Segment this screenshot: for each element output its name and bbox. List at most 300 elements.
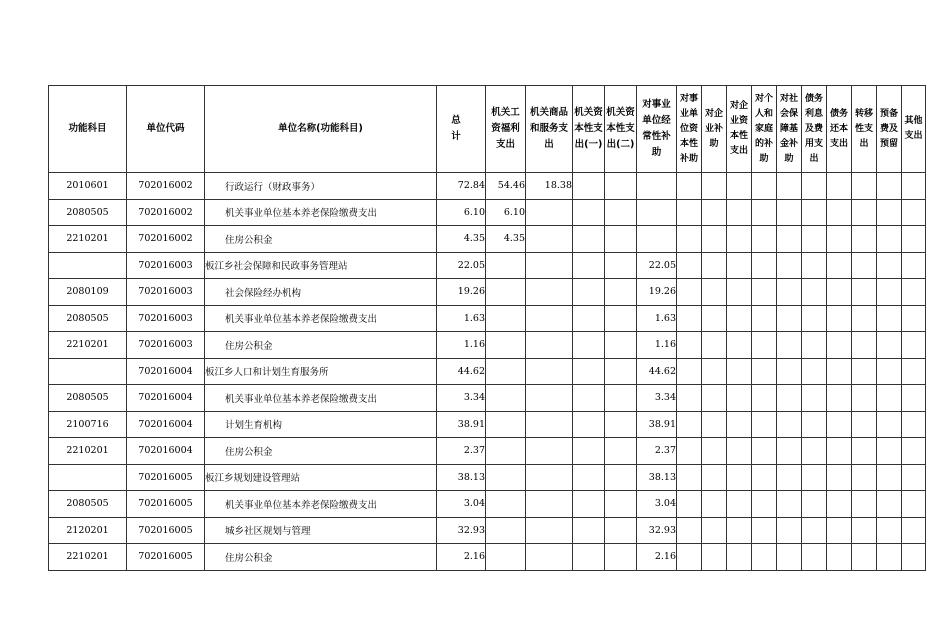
wages-cell (486, 279, 526, 306)
empty-cell (752, 464, 777, 491)
empty-cell (777, 226, 802, 253)
institution-subsidy-cell: 38.13 (637, 464, 677, 491)
unit-code-cell: 702016003 (127, 305, 205, 332)
empty-cell (727, 252, 752, 279)
column-header: 对企 业资 本性 支出 (727, 86, 752, 173)
empty-cell (727, 464, 752, 491)
empty-cell (877, 411, 902, 438)
capital-1-cell (573, 517, 605, 544)
wages-cell (486, 411, 526, 438)
empty-cell (777, 544, 802, 571)
empty-cell (702, 252, 727, 279)
empty-cell (677, 411, 702, 438)
capital-1-cell (573, 358, 605, 385)
wages-cell: 6.10 (486, 199, 526, 226)
empty-cell (727, 517, 752, 544)
empty-cell (702, 173, 727, 200)
empty-cell (852, 358, 877, 385)
capital-1-cell (573, 544, 605, 571)
function-code-cell: 2210201 (49, 544, 127, 571)
institution-subsidy-cell: 2.16 (637, 544, 677, 571)
empty-cell (777, 252, 802, 279)
empty-cell (702, 199, 727, 226)
institution-subsidy-cell: 44.62 (637, 358, 677, 385)
goods-services-cell (526, 544, 573, 571)
column-header: 其他 支出 (902, 86, 926, 173)
column-header: 对个 人和 家庭 的补 助 (752, 86, 777, 173)
empty-cell (902, 358, 926, 385)
empty-cell (702, 438, 727, 465)
empty-cell (777, 279, 802, 306)
total-cell: 2.16 (437, 544, 486, 571)
empty-cell (727, 411, 752, 438)
capital-2-cell (605, 358, 637, 385)
column-header: 对社 会保 障基 金补 助 (777, 86, 802, 173)
empty-cell (752, 358, 777, 385)
empty-cell (777, 385, 802, 412)
empty-cell (702, 517, 727, 544)
unit-code-cell: 702016004 (127, 358, 205, 385)
empty-cell (852, 226, 877, 253)
empty-cell (752, 305, 777, 332)
capital-1-cell (573, 385, 605, 412)
unit-code-cell: 702016003 (127, 252, 205, 279)
empty-cell (827, 438, 852, 465)
unit-code-cell: 702016002 (127, 199, 205, 226)
capital-2-cell (605, 332, 637, 359)
empty-cell (677, 199, 702, 226)
empty-cell (752, 411, 777, 438)
capital-1-cell (573, 252, 605, 279)
goods-services-cell (526, 385, 573, 412)
institution-subsidy-cell: 19.26 (637, 279, 677, 306)
unit-code-cell: 702016004 (127, 385, 205, 412)
capital-2-cell (605, 173, 637, 200)
column-header: 单位代码 (127, 86, 205, 173)
budget-table (48, 85, 926, 571)
empty-cell (902, 411, 926, 438)
empty-cell (827, 305, 852, 332)
total-cell: 1.63 (437, 305, 486, 332)
institution-subsidy-cell (637, 173, 677, 200)
empty-cell (677, 173, 702, 200)
function-code-cell: 2210201 (49, 332, 127, 359)
empty-cell (802, 385, 827, 412)
empty-cell (727, 385, 752, 412)
empty-cell (677, 332, 702, 359)
wages-cell: 54.46 (486, 173, 526, 200)
column-header: 机关资 本性支 出(一) (573, 86, 605, 173)
unit-name-cell: 板江乡社会保障和民政事务管理站 (205, 252, 437, 279)
empty-cell (827, 358, 852, 385)
empty-cell (852, 279, 877, 306)
institution-subsidy-cell: 1.63 (637, 305, 677, 332)
empty-cell (852, 464, 877, 491)
empty-cell (852, 173, 877, 200)
empty-cell (702, 226, 727, 253)
empty-cell (677, 517, 702, 544)
unit-name-cell: 机关事业单位基本养老保险缴费支出 (205, 199, 437, 226)
empty-cell (702, 305, 727, 332)
total-cell: 1.16 (437, 332, 486, 359)
empty-cell (852, 332, 877, 359)
capital-2-cell (605, 491, 637, 518)
empty-cell (852, 517, 877, 544)
empty-cell (877, 226, 902, 253)
table-row (49, 332, 926, 359)
empty-cell (852, 305, 877, 332)
empty-cell (752, 173, 777, 200)
capital-2-cell (605, 305, 637, 332)
empty-cell (727, 544, 752, 571)
empty-cell (677, 544, 702, 571)
column-header: 债务 利息 及费 用支 出 (802, 86, 827, 173)
empty-cell (827, 411, 852, 438)
empty-cell (852, 252, 877, 279)
column-header: 总 计 (437, 86, 486, 173)
empty-cell (727, 279, 752, 306)
table-row (49, 173, 926, 200)
empty-cell (802, 226, 827, 253)
goods-services-cell (526, 332, 573, 359)
empty-cell (752, 491, 777, 518)
empty-cell (877, 464, 902, 491)
capital-1-cell (573, 226, 605, 253)
empty-cell (777, 332, 802, 359)
total-cell: 19.26 (437, 279, 486, 306)
unit-name-cell: 机关事业单位基本养老保险缴费支出 (205, 491, 437, 518)
empty-cell (802, 438, 827, 465)
unit-name-cell: 住房公积金 (205, 544, 437, 571)
goods-services-cell (526, 411, 573, 438)
unit-name-cell: 社会保险经办机构 (205, 279, 437, 306)
capital-2-cell (605, 544, 637, 571)
unit-code-cell: 702016003 (127, 279, 205, 306)
empty-cell (727, 491, 752, 518)
empty-cell (877, 199, 902, 226)
empty-cell (727, 332, 752, 359)
unit-code-cell: 702016002 (127, 226, 205, 253)
institution-subsidy-cell: 32.93 (637, 517, 677, 544)
function-code-cell: 2120201 (49, 517, 127, 544)
column-header: 机关商品 和服务支 出 (526, 86, 573, 173)
table-row (49, 438, 926, 465)
empty-cell (752, 544, 777, 571)
capital-2-cell (605, 199, 637, 226)
empty-cell (677, 491, 702, 518)
empty-cell (902, 544, 926, 571)
wages-cell (486, 252, 526, 279)
unit-name-cell: 行政运行（财政事务） (205, 173, 437, 200)
empty-cell (802, 199, 827, 226)
empty-cell (802, 491, 827, 518)
total-cell: 22.05 (437, 252, 486, 279)
empty-cell (727, 173, 752, 200)
empty-cell (827, 279, 852, 306)
empty-cell (752, 279, 777, 306)
empty-cell (702, 279, 727, 306)
empty-cell (802, 411, 827, 438)
capital-2-cell (605, 411, 637, 438)
empty-cell (777, 438, 802, 465)
empty-cell (852, 385, 877, 412)
wages-cell (486, 358, 526, 385)
empty-cell (802, 305, 827, 332)
unit-name-cell: 板江乡人口和计划生育服务所 (205, 358, 437, 385)
table-row (49, 544, 926, 571)
column-header: 机关工 资福利 支出 (486, 86, 526, 173)
table-row (49, 517, 926, 544)
institution-subsidy-cell (637, 226, 677, 253)
institution-subsidy-cell (637, 199, 677, 226)
empty-cell (777, 464, 802, 491)
empty-cell (802, 358, 827, 385)
capital-2-cell (605, 517, 637, 544)
goods-services-cell: 18.38 (526, 173, 573, 200)
empty-cell (777, 199, 802, 226)
function-code-cell (49, 358, 127, 385)
column-header: 预备 费及 预留 (877, 86, 902, 173)
empty-cell (827, 252, 852, 279)
wages-cell (486, 385, 526, 412)
total-cell: 38.13 (437, 464, 486, 491)
total-cell: 2.37 (437, 438, 486, 465)
empty-cell (877, 517, 902, 544)
empty-cell (902, 491, 926, 518)
empty-cell (702, 411, 727, 438)
wages-cell (486, 517, 526, 544)
empty-cell (702, 358, 727, 385)
empty-cell (852, 438, 877, 465)
goods-services-cell (526, 305, 573, 332)
empty-cell (852, 411, 877, 438)
empty-cell (827, 544, 852, 571)
empty-cell (902, 332, 926, 359)
table-row (49, 279, 926, 306)
capital-2-cell (605, 464, 637, 491)
unit-code-cell: 702016002 (127, 173, 205, 200)
empty-cell (677, 464, 702, 491)
total-cell: 3.04 (437, 491, 486, 518)
empty-cell (827, 332, 852, 359)
empty-cell (877, 491, 902, 518)
capital-2-cell (605, 226, 637, 253)
header-row (49, 86, 926, 173)
column-header: 对事 业单 位资 本性 补助 (677, 86, 702, 173)
institution-subsidy-cell: 3.04 (637, 491, 677, 518)
goods-services-cell (526, 464, 573, 491)
empty-cell (802, 332, 827, 359)
unit-code-cell: 702016003 (127, 332, 205, 359)
function-code-cell: 2080505 (49, 305, 127, 332)
empty-cell (727, 438, 752, 465)
capital-2-cell (605, 438, 637, 465)
empty-cell (702, 491, 727, 518)
capital-1-cell (573, 305, 605, 332)
total-cell: 72.84 (437, 173, 486, 200)
empty-cell (902, 226, 926, 253)
table-row (49, 411, 926, 438)
unit-name-cell: 住房公积金 (205, 332, 437, 359)
capital-1-cell (573, 438, 605, 465)
table-row (49, 385, 926, 412)
goods-services-cell (526, 279, 573, 306)
empty-cell (677, 226, 702, 253)
function-code-cell: 2010601 (49, 173, 127, 200)
wages-cell (486, 544, 526, 571)
empty-cell (777, 173, 802, 200)
empty-cell (802, 517, 827, 544)
empty-cell (702, 385, 727, 412)
capital-1-cell (573, 464, 605, 491)
empty-cell (752, 199, 777, 226)
empty-cell (827, 199, 852, 226)
empty-cell (702, 544, 727, 571)
empty-cell (777, 411, 802, 438)
function-code-cell: 2080505 (49, 199, 127, 226)
empty-cell (677, 305, 702, 332)
capital-2-cell (605, 279, 637, 306)
empty-cell (852, 199, 877, 226)
empty-cell (677, 358, 702, 385)
table-row (49, 226, 926, 253)
empty-cell (877, 305, 902, 332)
empty-cell (902, 305, 926, 332)
empty-cell (877, 358, 902, 385)
empty-cell (902, 517, 926, 544)
capital-1-cell (573, 332, 605, 359)
total-cell: 6.10 (437, 199, 486, 226)
empty-cell (727, 358, 752, 385)
goods-services-cell (526, 199, 573, 226)
empty-cell (677, 385, 702, 412)
total-cell: 4.35 (437, 226, 486, 253)
table-row (49, 491, 926, 518)
empty-cell (677, 252, 702, 279)
empty-cell (902, 173, 926, 200)
goods-services-cell (526, 438, 573, 465)
column-header: 机关资 本性支 出(二) (605, 86, 637, 173)
goods-services-cell (526, 226, 573, 253)
unit-name-cell: 城乡社区规划与管理 (205, 517, 437, 544)
institution-subsidy-cell: 2.37 (637, 438, 677, 465)
empty-cell (802, 252, 827, 279)
column-header: 对事业 单位经 常性补 助 (637, 86, 677, 173)
unit-code-cell: 702016004 (127, 438, 205, 465)
goods-services-cell (526, 517, 573, 544)
column-header: 对企 业补 助 (702, 86, 727, 173)
column-header: 单位名称(功能科目) (205, 86, 437, 173)
unit-name-cell: 住房公积金 (205, 226, 437, 253)
function-code-cell: 2210201 (49, 226, 127, 253)
empty-cell (752, 517, 777, 544)
table-row (49, 252, 926, 279)
function-code-cell (49, 464, 127, 491)
empty-cell (827, 385, 852, 412)
capital-1-cell (573, 279, 605, 306)
empty-cell (727, 305, 752, 332)
empty-cell (777, 358, 802, 385)
empty-cell (727, 199, 752, 226)
capital-1-cell (573, 173, 605, 200)
unit-name-cell: 住房公积金 (205, 438, 437, 465)
empty-cell (802, 464, 827, 491)
goods-services-cell (526, 491, 573, 518)
goods-services-cell (526, 358, 573, 385)
empty-cell (827, 491, 852, 518)
table-row (49, 464, 926, 491)
empty-cell (852, 491, 877, 518)
capital-1-cell (573, 199, 605, 226)
empty-cell (902, 464, 926, 491)
empty-cell (902, 438, 926, 465)
empty-cell (752, 226, 777, 253)
function-code-cell: 2080505 (49, 385, 127, 412)
capital-2-cell (605, 385, 637, 412)
function-code-cell: 2210201 (49, 438, 127, 465)
wages-cell (486, 305, 526, 332)
empty-cell (877, 544, 902, 571)
table-row (49, 305, 926, 332)
total-cell: 32.93 (437, 517, 486, 544)
empty-cell (752, 438, 777, 465)
wages-cell (486, 464, 526, 491)
unit-code-cell: 702016005 (127, 464, 205, 491)
total-cell: 38.91 (437, 411, 486, 438)
column-header: 功能科目 (49, 86, 127, 173)
empty-cell (702, 464, 727, 491)
function-code-cell: 2080109 (49, 279, 127, 306)
empty-cell (877, 279, 902, 306)
goods-services-cell (526, 252, 573, 279)
empty-cell (727, 226, 752, 253)
total-cell: 44.62 (437, 358, 486, 385)
institution-subsidy-cell: 1.16 (637, 332, 677, 359)
function-code-cell: 2080505 (49, 491, 127, 518)
empty-cell (877, 385, 902, 412)
empty-cell (752, 332, 777, 359)
empty-cell (902, 279, 926, 306)
empty-cell (777, 517, 802, 544)
function-code-cell: 2100716 (49, 411, 127, 438)
capital-1-cell (573, 411, 605, 438)
empty-cell (777, 305, 802, 332)
institution-subsidy-cell: 3.34 (637, 385, 677, 412)
empty-cell (852, 544, 877, 571)
unit-code-cell: 702016005 (127, 517, 205, 544)
wages-cell (486, 491, 526, 518)
empty-cell (802, 544, 827, 571)
empty-cell (802, 279, 827, 306)
wages-cell: 4.35 (486, 226, 526, 253)
capital-2-cell (605, 252, 637, 279)
institution-subsidy-cell: 22.05 (637, 252, 677, 279)
institution-subsidy-cell: 38.91 (637, 411, 677, 438)
total-cell: 3.34 (437, 385, 486, 412)
unit-code-cell: 702016005 (127, 491, 205, 518)
unit-name-cell: 机关事业单位基本养老保险缴费支出 (205, 305, 437, 332)
empty-cell (702, 332, 727, 359)
capital-1-cell (573, 491, 605, 518)
empty-cell (677, 438, 702, 465)
unit-name-cell: 机关事业单位基本养老保险缴费支出 (205, 385, 437, 412)
empty-cell (827, 517, 852, 544)
empty-cell (752, 385, 777, 412)
empty-cell (827, 226, 852, 253)
empty-cell (827, 173, 852, 200)
function-code-cell (49, 252, 127, 279)
empty-cell (777, 491, 802, 518)
